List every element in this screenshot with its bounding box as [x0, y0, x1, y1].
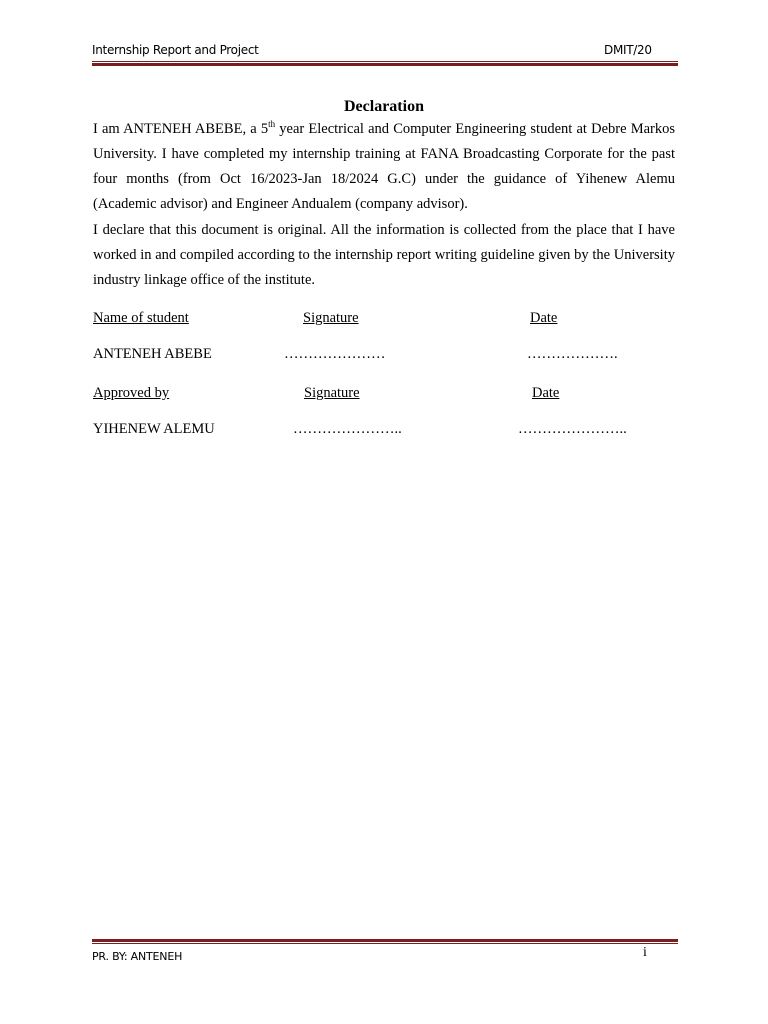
student-name: ANTENEH ABEBE	[93, 346, 212, 362]
approver-name: YIHENEW ALEMU	[93, 421, 215, 437]
student-signature-label: Signature	[303, 310, 359, 326]
student-date-line: ……………….	[527, 346, 618, 362]
header-title: Internship Report and Project	[92, 43, 259, 57]
footer-author: PR. BY: ANTENEH	[92, 950, 183, 963]
declaration-paragraph-2: I declare that this document is original. All the information is collected from the place that I have worked in and compiled according to the internship report writing guideline given by the University industry linkage office of the institute.	[93, 222, 675, 288]
student-date-label: Date	[530, 310, 558, 326]
page-number: i	[643, 945, 647, 960]
paragraph-1-rest: year Electrical and Computer Engineering student at Debre Markos University. I have completed my internship training at FANA Broadcasting Corporate for the past four months (from Oct 16/2023-Jan 18/2024 G.C) under the guidance of Yihenew Alemu (Academic advisor) and Engineer Andualem (company advisor).	[93, 121, 675, 212]
page-title: Declaration	[344, 98, 424, 115]
approver-label: Approved by	[93, 385, 170, 401]
header-rule-thick	[92, 63, 678, 66]
paragraph-1-start: I am ANTENEH ABEBE, a 5	[93, 121, 269, 137]
student-name-label: Name of student	[93, 310, 189, 326]
footer-rule-thick	[92, 939, 678, 942]
approver-date-label: Date	[532, 385, 560, 401]
declaration-paragraph-1	[93, 117, 675, 217]
footer-rule-thin	[92, 943, 678, 944]
student-signature-line: …………………	[284, 346, 386, 362]
ordinal-superscript: th	[268, 119, 276, 129]
header-rule-thin	[92, 61, 678, 62]
header-code: DMIT/20	[604, 43, 652, 57]
approver-date-line: …………………..	[518, 421, 627, 437]
approver-signature-line: …………………..	[293, 421, 402, 437]
approver-signature-label: Signature	[304, 385, 360, 401]
